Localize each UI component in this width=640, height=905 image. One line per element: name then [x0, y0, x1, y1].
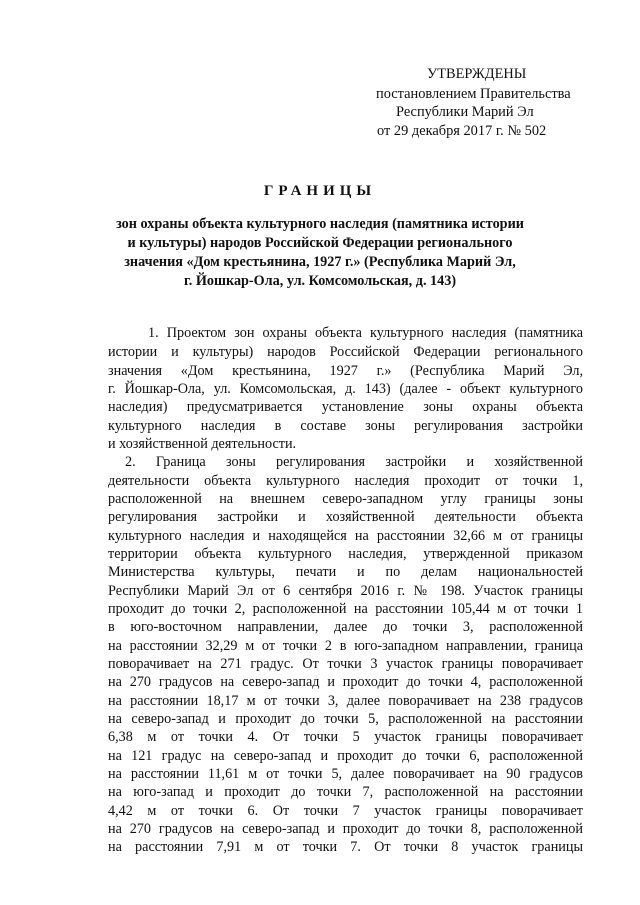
- approval-line: Республики Марий Эл: [396, 104, 534, 120]
- approval-date-number: от 29 декабря 2017 г. № 502: [377, 123, 547, 139]
- paragraph-line: расположенной на внешнем северо-западном углу границы зоны: [108, 491, 583, 507]
- paragraph-line: на расстоянии 7,91 м от точки 7. От точки 8 участок границы: [108, 839, 583, 855]
- paragraph-line: г. Йошкар-Ола, ул. Комсомольская, д. 143) (далее - объект культурного: [108, 381, 583, 397]
- subtitle-line: и культуры) народов Российской Федерации регионального: [127, 235, 513, 251]
- paragraph-line: Министерства культуры, печати и по делам национальностей: [108, 564, 583, 580]
- subtitle-line: значения «Дом крестьянина, 1927 г.» (Республика Марий Эл,: [124, 254, 516, 270]
- paragraph-line: 4,42 м от точки 6. От точки 7 участок границы поворачивает: [108, 803, 583, 819]
- paragraph-line: в юго-восточном направлении, далее до точки 3, расположенной: [108, 619, 583, 635]
- paragraph-2-first-line: 2. Граница зоны регулирования застройки и хозяйственной: [125, 454, 583, 470]
- subtitle-line: зон охраны объекта культурного наследия (памятника истории: [116, 216, 524, 232]
- paragraph-line: на расстоянии 18,17 м от точки 3, далее поворачивает на 238 градусов: [108, 693, 583, 709]
- paragraph-1-first-line: 1. Проектом зон охраны объекта культурного наследия (памятника: [148, 325, 583, 341]
- paragraph-line: культурного наследия и находящейся на расстоянии 32,66 м от границы: [108, 528, 583, 544]
- paragraph-line: истории и культуры) народов Российской Федерации регионального: [108, 344, 583, 360]
- paragraph-line: на расстоянии 11,61 м от точки 5, далее поворачивает на 90 градусов: [108, 766, 583, 782]
- paragraph-line: на 270 градусов на северо-запад и проходит до точки 4, расположенной: [108, 674, 583, 690]
- paragraph-line: на северо-запад и проходит до точки 5, расположенной на расстоянии: [108, 711, 583, 727]
- paragraph-line: 6,38 м от точки 4. От точки 5 участок границы поворачивает: [108, 729, 583, 745]
- paragraph-line: на расстоянии 32,29 м от точки 2 в юго-западном направлении, граница: [108, 638, 583, 654]
- paragraph-line: Республики Марий Эл от 6 сентября 2016 г. № 198. Участок границы: [108, 583, 583, 599]
- paragraph-last-line: и хозяйственной деятельности.: [108, 436, 297, 452]
- approval-line: постановлением Правительства: [376, 86, 571, 102]
- document-title: ГРАНИЦЫ: [263, 183, 377, 199]
- subtitle-line: г. Йошкар-Ола, ул. Комсомольская, д. 143): [183, 273, 457, 289]
- paragraph-line: значения «Дом крестьянина, 1927 г.» (Республика Марий Эл,: [108, 363, 583, 379]
- paragraph-line: на 270 градусов на северо-запад и проходит до точки 8, расположенной: [108, 821, 583, 837]
- paragraph-line: на юго-запад и проходит до точки 7, расположенной на расстоянии: [108, 784, 583, 800]
- paragraph-line: деятельности объекта культурного наследия проходит от точки 1,: [108, 473, 583, 489]
- approval-heading: УТВЕРЖДЕНЫ: [427, 66, 527, 82]
- paragraph-line: территории объекта культурного наследия, утвержденной приказом: [108, 546, 583, 562]
- paragraph-line: проходит до точки 2, расположенной на расстоянии 105,44 м от точки 1: [108, 601, 583, 617]
- paragraph-line: культурного наследия в составе зоны регулирования застройки: [108, 418, 583, 434]
- paragraph-line: поворачивает на 271 градус. От точки 3 участок границы поворачивает: [108, 656, 583, 672]
- paragraph-line: регулирования застройки и хозяйственной деятельности объекта: [108, 509, 583, 525]
- paragraph-line: наследия) предусматривается установление зоны охраны объекта: [108, 399, 583, 415]
- paragraph-line: на 121 градус на северо-запад и проходит до точки 6, расположенной: [108, 748, 583, 764]
